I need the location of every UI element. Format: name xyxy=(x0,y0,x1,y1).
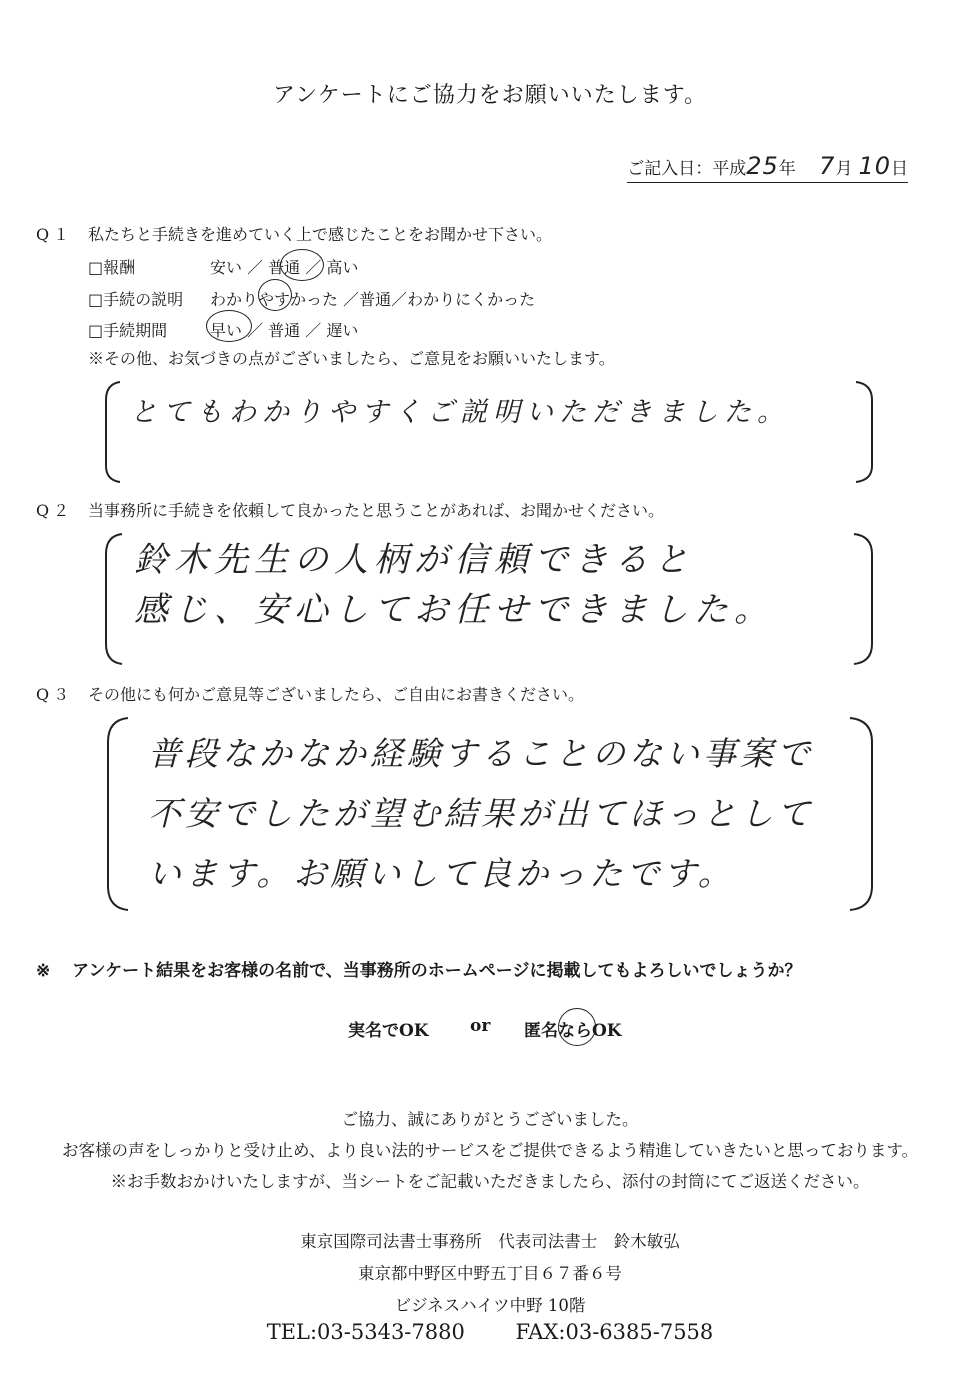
q2-number: Q２ xyxy=(36,501,74,520)
q3-answer-line: 不安でしたが望む結果が出てほっとして xyxy=(148,794,814,833)
publish-mark: ※ xyxy=(36,961,51,981)
q3-question: その他にも何かご意見等ございましたら、ご自由にお書きください。 xyxy=(88,685,585,704)
selected-choice-circle xyxy=(280,249,324,281)
q2-answer-line: 感じ、安心してお任せできました。 xyxy=(134,590,774,630)
q1-item-choices: わかりやすかった ／普通／わかりにくかった xyxy=(210,290,536,309)
q1-item-choices: 安い ／ 普通 ／ 高い xyxy=(210,258,359,277)
office-name: 東京国際司法書士事務所 代表司法書士 鈴木敏弘 xyxy=(300,1232,680,1251)
date-month-unit: 月 xyxy=(835,159,853,179)
thanks-text: ご協力、誠にありがとうございました。 xyxy=(341,1110,639,1129)
q1-item-label: □手続期間 xyxy=(88,321,168,340)
message-text: お客様の声をしっかりと受け止め、より良い法的サービスをご提供できるよう精進していきたいと思っております。 xyxy=(61,1141,919,1160)
tel-number: TEL:03-5343-7880 xyxy=(266,1320,465,1344)
q3-number: Q３ xyxy=(36,685,74,704)
q1-item-explanation xyxy=(88,287,535,310)
date-day-unit: 日 xyxy=(891,159,908,179)
publish-question-row xyxy=(36,956,801,981)
publish-question: アンケート結果をお客様の名前で、当事務所のホームページに掲載してもよろしいでしょうか？ xyxy=(72,961,802,981)
return-request-text: ※お手数おかけいたしますが、当シートをご記載いただきましたら、添付の封筒にてご返送ください。 xyxy=(110,1172,870,1191)
q1-question: 私たちと手続きを進めていく上で感じたことをお聞かせ下さい。 xyxy=(88,225,553,244)
q3-answer-line: います。お願いして良かったです。 xyxy=(148,854,735,893)
q1-item-choices: 早い ／ 普通 ／ 遅い xyxy=(210,321,359,340)
date-month: 7 xyxy=(819,152,836,180)
office-building: ビジネスハイツ中野 10階 xyxy=(394,1296,586,1315)
date-day: 10 xyxy=(858,152,891,180)
q1-answer: とてもわかりやすくご説明いただきました。 xyxy=(130,397,790,428)
fax-number: FAX:03-6385-7558 xyxy=(515,1320,714,1344)
date-year: 25 xyxy=(746,152,779,180)
selected-option-circle xyxy=(558,1008,596,1046)
selected-choice-circle xyxy=(258,279,292,311)
option-real-name: 実名でOK xyxy=(348,1021,429,1041)
contact-row xyxy=(0,1320,980,1344)
q1-item-label: □報酬 xyxy=(88,258,136,277)
date-line xyxy=(627,152,908,183)
date-label: ご記入日：平成 xyxy=(627,159,747,179)
survey-title: アンケートにご協力をお願いいたします。 xyxy=(273,83,707,108)
office-address: 東京都中野区中野五丁目６７番６号 xyxy=(358,1264,622,1283)
q3-answer-line: 普段なかなか経験することのない事案で xyxy=(148,734,814,773)
option-anonymous: 匿名ならOK xyxy=(524,1021,622,1041)
option-or: or xyxy=(470,1016,491,1036)
date-year-unit: 年 xyxy=(778,159,796,179)
q1-item-label: □手続の説明 xyxy=(88,290,184,309)
q1-note: ※その他、お気づきの点がございましたら、ご意見をお願いいたします。 xyxy=(88,349,615,368)
q1-number: Q１ xyxy=(36,225,74,244)
q2-question: 当事務所に手続きを依頼して良かったと思うことがあれば、お聞かせください。 xyxy=(88,501,665,520)
q2-answer-line: 鈴木先生の人柄が信頼できると xyxy=(134,540,694,580)
selected-choice-circle xyxy=(206,310,252,342)
